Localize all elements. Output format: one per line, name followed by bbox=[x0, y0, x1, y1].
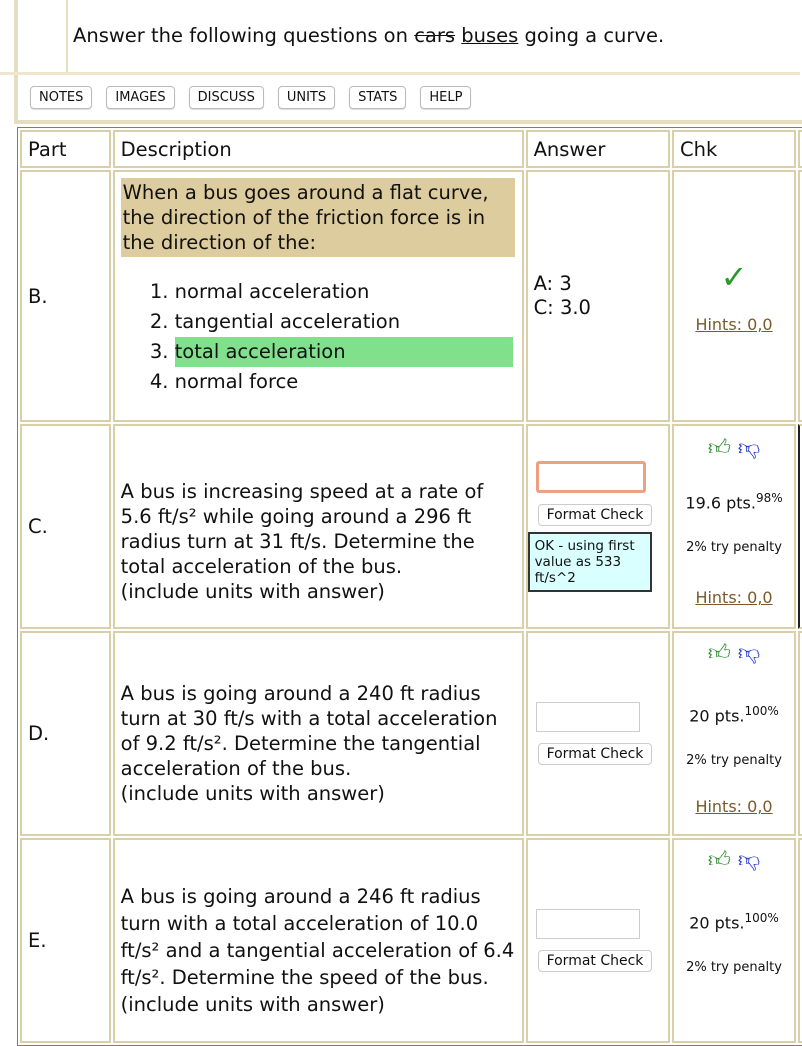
notes-button[interactable]: NOTES bbox=[30, 86, 92, 109]
question-text: When a bus goes around a flat curve, the direction of the friction force is in the direction of the: bbox=[121, 178, 515, 257]
intro-text: Answer the following questions on cars buses going a curve. bbox=[73, 24, 665, 47]
points: 20 pts.$^{100\%}$ bbox=[689, 911, 779, 933]
thumbs-down-icon[interactable]: 👎︎ bbox=[737, 436, 761, 461]
points: 19.6 pts.$^{98\%}$ bbox=[685, 491, 783, 513]
checkmark-icon: ✓ bbox=[720, 257, 748, 296]
try-penalty: 2% try penalty bbox=[686, 540, 782, 556]
question-text: A bus is going around a 246 ft radius turn with a total acceleration of 10.0 ft/s² and a tangential acceleration of 6.4 ft/s². Determine the speed of the bus. bbox=[120, 885, 515, 989]
header-row bbox=[20, 130, 802, 168]
answer-input[interactable] bbox=[536, 702, 640, 732]
format-check-button[interactable]: Format Check bbox=[538, 743, 653, 765]
thumbs-down-icon[interactable]: 👎︎ bbox=[737, 848, 761, 873]
table-row bbox=[20, 170, 802, 422]
try-penalty: 2% try penalty bbox=[686, 960, 782, 976]
answer-cell bbox=[526, 170, 670, 422]
options-list bbox=[121, 277, 516, 397]
format-feedback: OK - using first value as 533 ft/s^2 bbox=[528, 532, 652, 592]
thumbs-up-icon[interactable]: 👍︎ bbox=[707, 436, 731, 461]
question-text: A bus is increasing speed at a rate of 5.6 ft/s² while going around a 296 ft radius turn at 31 ft/s. Determine the total acceleration of the bus. bbox=[120, 480, 484, 578]
option: 1. normal acceleration bbox=[175, 277, 516, 307]
part-label: E. bbox=[20, 838, 111, 1043]
toolbar bbox=[30, 86, 471, 109]
description-header: Description bbox=[113, 130, 524, 168]
format-check-button[interactable]: Format Check bbox=[538, 504, 653, 526]
question-text: A bus is going around a 240 ft radius turn at 30 ft/s with a total acceleration of 9.2 ft/s². Determine the tangential acceleration of the bus. bbox=[120, 682, 498, 780]
units-note: (include units with answer) bbox=[120, 782, 385, 805]
format-check-button[interactable]: Format Check bbox=[538, 950, 653, 972]
units-button[interactable]: UNITS bbox=[278, 86, 335, 109]
help-button[interactable]: HELP bbox=[420, 86, 471, 109]
option: 4. normal force bbox=[175, 367, 516, 397]
part-label: B. bbox=[20, 170, 111, 422]
correct-value: C: 3.0 bbox=[533, 296, 591, 319]
answer-input[interactable] bbox=[536, 909, 640, 939]
option: 2. tangential acceleration bbox=[175, 307, 516, 337]
units-note: (include units with answer) bbox=[120, 580, 385, 603]
option-selected: 3. total acceleration bbox=[175, 337, 516, 367]
discuss-button[interactable]: DISCUSS bbox=[189, 86, 264, 109]
part-label: D. bbox=[20, 631, 111, 836]
thumbs-up-icon[interactable]: 👍︎ bbox=[707, 641, 731, 666]
answer-value: A: 3 bbox=[533, 272, 572, 295]
table-row bbox=[20, 424, 802, 629]
table-row bbox=[20, 838, 802, 1043]
hints-link[interactable]: Hints: 0,0 bbox=[695, 797, 773, 817]
hints-link[interactable]: Hints: 0,0 bbox=[695, 588, 773, 608]
chk-header: Chk bbox=[672, 130, 796, 168]
thumbs-down-icon[interactable]: 👎︎ bbox=[737, 641, 761, 666]
part-label: C. bbox=[20, 424, 111, 629]
intro-divider bbox=[66, 0, 68, 72]
table-row bbox=[20, 631, 802, 836]
answer-header: Answer bbox=[526, 130, 670, 168]
points: 20 pts.$^{100\%}$ bbox=[689, 704, 779, 726]
thumbs-up-icon[interactable]: 👍︎ bbox=[707, 848, 731, 873]
answer-input[interactable] bbox=[536, 461, 646, 493]
units-note: (include units with answer) bbox=[120, 993, 385, 1016]
description-cell bbox=[113, 170, 524, 422]
intro-line bbox=[0, 72, 800, 75]
part-header: Part bbox=[20, 130, 111, 168]
hints-link[interactable]: Hints: 0,0 bbox=[695, 314, 773, 334]
stats-button[interactable]: STATS bbox=[349, 86, 406, 109]
try-penalty: 2% try penalty bbox=[686, 753, 782, 769]
images-button[interactable]: IMAGES bbox=[106, 86, 174, 109]
extra-column bbox=[798, 130, 802, 168]
questions-table bbox=[17, 127, 802, 1046]
